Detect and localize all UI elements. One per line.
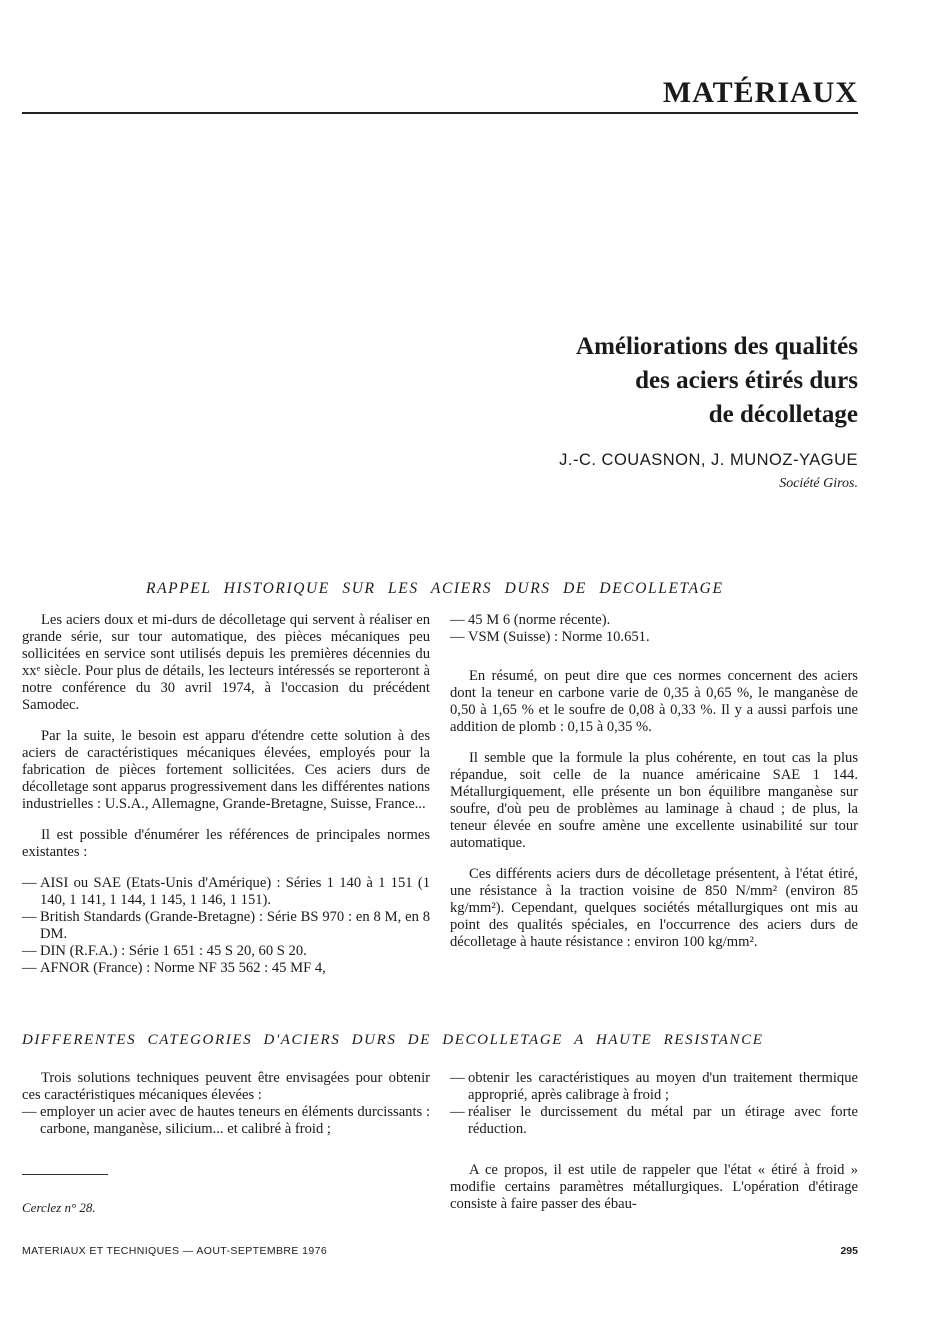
- affiliation: Société Giros.: [779, 476, 858, 491]
- list-item: — AFNOR (France) : Norme NF 35 562 : 45 MF 4,: [22, 960, 326, 976]
- paragraph: Ces différents aciers durs de décolletage présentent, à l'état étiré, une résistance à la traction voisine de 850 N/mm² (environ 85 kg/mm²). Cependant, quelques sociétés métallurgiques ont mis au point des qualités spéciales, en l'occurrence des aciers durs de décolletage à haute résistance : environ 100 kg/mm².: [450, 866, 858, 950]
- solutions-list: [22, 1104, 430, 1138]
- solutions-list-continued: [450, 1070, 858, 1138]
- list-item: — VSM (Suisse) : Norme 10.651.: [450, 629, 650, 645]
- title-line-1: Améliorations des qualités: [576, 333, 858, 360]
- section1-left-column: [22, 612, 430, 977]
- standards-list-continued: [450, 612, 858, 646]
- title-line-2: des aciers étirés durs: [635, 367, 858, 394]
- footnote-rule: [22, 1174, 108, 1175]
- section1-heading: RAPPEL HISTORIQUE SUR LES ACIERS DURS DE DECOLLETAGE: [146, 580, 724, 597]
- paragraph: A ce propos, il est utile de rappeler que l'état « étiré à froid » modifie certains paramètres métallurgiques. L'opération d'étirage consiste à faire passer des ébau-: [450, 1162, 858, 1212]
- title-line-3: de décolletage: [708, 401, 858, 428]
- list-item: — obtenir les caractéristiques au moyen d'un traitement thermique approprié, après calibrage à froid ;: [450, 1070, 858, 1103]
- paragraph: Il semble que la formule la plus cohérente, en tout cas la plus répandue, soit celle de la nuance américaine SAE 1 144. Métallurgiquement, elle présente un bon équilibre manganèse sur soufre, d'où peu de problèmes au laminage à chaud ; de plus, la teneur élevée en soufre amène une excellente usinabilité sur tour automatique.: [450, 750, 858, 851]
- list-item: — employer un acier avec de hautes teneurs en éléments durcissants : carbone, manganèse, silicium... et calibré à froid ;: [22, 1104, 430, 1137]
- section2-heading: DIFFERENTES CATEGORIES D'ACIERS DURS DE DECOLLETAGE A HAUTE RESISTANCE: [22, 1032, 764, 1048]
- article-title: [576, 330, 858, 432]
- paragraph: Il est possible d'énumérer les références de principales normes existantes :: [22, 827, 430, 860]
- list-item: — 45 M 6 (norme récente).: [450, 612, 611, 628]
- paragraph: En résumé, on peut dire que ces normes concernent des aciers dont la teneur en carbone varie de 0,35 à 0,65 %, le manganèse de 0,50 à 1,65 % et le soufre de 0,08 à 0,33 %. Il y a aussi parfois une addition de plomb : 0,15 à 0,35 %.: [450, 668, 858, 735]
- list-item: — British Standards (Grande-Bretagne) : Série BS 970 : en 8 M, en 8 DM.: [22, 909, 430, 942]
- footnote: Cerclez n° 28.: [22, 1200, 96, 1215]
- journal-footer: MATERIAUX ET TECHNIQUES — AOUT-SEPTEMBRE 1976: [22, 1245, 328, 1257]
- section2-left-column: [22, 1070, 430, 1138]
- paragraph: Trois solutions techniques peuvent être envisagées pour obtenir ces caractéristiques mécaniques élevées :: [22, 1070, 430, 1103]
- section2-right-column: [450, 1070, 858, 1227]
- section-header: MATÉRIAUX: [662, 76, 858, 109]
- list-item: — AISI ou SAE (Etats-Unis d'Amérique) : Séries 1 140 à 1 151 (1 140, 1 141, 1 144, 1 145, 1 146, 1 151).: [22, 875, 430, 908]
- section1-right-column: [450, 612, 858, 965]
- paragraph: Les aciers doux et mi-durs de décolletage qui servent à réaliser en grande série, sur tour automatique, des pièces mécaniques peu sollicitées en service sont utilisés depuis les premières décennies du xxᵉ siècle. Pour plus de détails, les lecteurs intéressés se reporteront à notre conférence du 30 avril 1974, à l'occasion du précédent Samodec.: [22, 612, 430, 713]
- standards-list: [22, 875, 430, 977]
- authors: J.-C. COUASNON, J. MUNOZ-YAGUE: [559, 451, 858, 469]
- paragraph: Par la suite, le besoin est apparu d'étendre cette solution à des aciers de caractéristiques mécaniques élevées, employés pour la fabrication de pièces fortement sollicitées. Ces aciers durs de décolletage sont apparus progressivement dans les différentes nations industrielles : U.S.A., Allemagne, Grande-Bretagne, Suisse, France...: [22, 728, 430, 812]
- page-number: 295: [840, 1245, 858, 1257]
- list-item: — réaliser le durcissement du métal par un étirage avec forte réduction.: [450, 1104, 858, 1137]
- header-rule: [22, 112, 858, 114]
- list-item: — DIN (R.F.A.) : Série 1 651 : 45 S 20, 60 S 20.: [22, 943, 307, 959]
